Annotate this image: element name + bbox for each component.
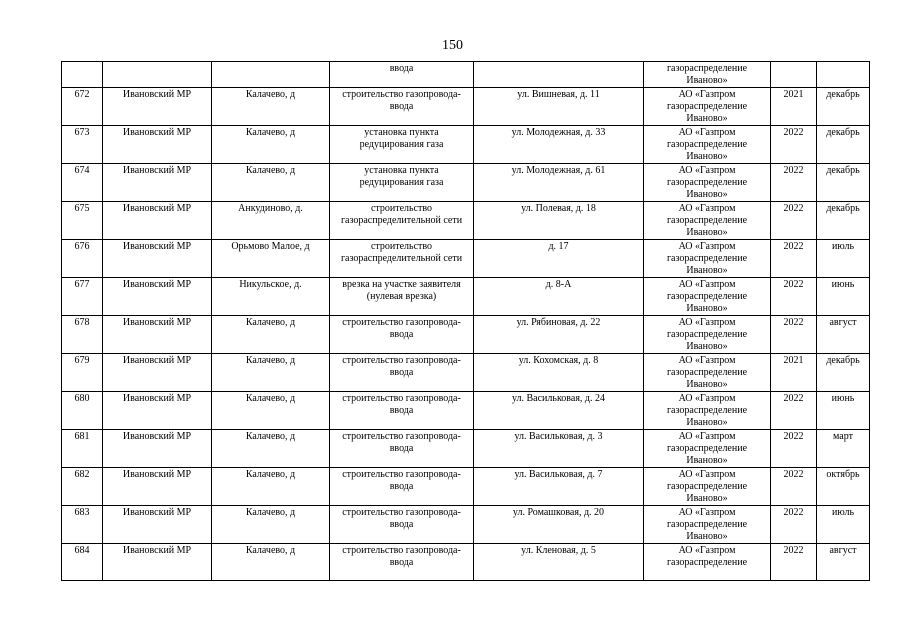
cell-district: Ивановский МР (103, 240, 212, 278)
table-row (62, 164, 870, 202)
cell-locality: Калачево, д (212, 430, 330, 468)
cell-district: Ивановский МР (103, 354, 212, 392)
cell-org: АО «Газпром газораспределение Иваново» (644, 354, 771, 392)
cell-org: АО «Газпром газораспределение Иваново» (644, 506, 771, 544)
cell-num: 682 (62, 468, 103, 506)
cell-num: 674 (62, 164, 103, 202)
table-row (62, 240, 870, 278)
cell-month: декабрь (817, 164, 870, 202)
cell-org: АО «Газпром газораспределение Иваново» (644, 392, 771, 430)
cell-year: 2021 (771, 354, 817, 392)
cell-year: 2022 (771, 468, 817, 506)
cell-org: АО «Газпром газораспределение Иваново» (644, 430, 771, 468)
table-row (62, 316, 870, 354)
cell-address: ул. Кохомская, д. 8 (474, 354, 644, 392)
cell-work: строительство газопровода-ввода (330, 392, 474, 430)
cell-address: ул. Рябиновая, д. 22 (474, 316, 644, 354)
table-row-continuation (62, 62, 870, 88)
table-row (62, 544, 870, 581)
cell-work: строительство газопровода-ввода (330, 354, 474, 392)
cell-locality: Калачево, д (212, 164, 330, 202)
cell-month: декабрь (817, 88, 870, 126)
cell-year (771, 62, 817, 88)
cell-num: 683 (62, 506, 103, 544)
table-row (62, 468, 870, 506)
cell-year: 2021 (771, 88, 817, 126)
cell-address: д. 8-А (474, 278, 644, 316)
cell-year: 2022 (771, 164, 817, 202)
cell-locality: Калачево, д (212, 468, 330, 506)
cell-work: строительство газораспределительной сети (330, 202, 474, 240)
cell-org: АО «Газпром газораспределение Иваново» (644, 316, 771, 354)
cell-year: 2022 (771, 544, 817, 581)
cell-year: 2022 (771, 506, 817, 544)
cell-locality: Калачево, д (212, 88, 330, 126)
table-row (62, 392, 870, 430)
cell-month: июнь (817, 392, 870, 430)
cell-num: 672 (62, 88, 103, 126)
gasification-table (61, 61, 870, 581)
cell-org: АО «Газпром газораспределение Иваново» (644, 88, 771, 126)
cell-address: ул. Молодежная, д. 33 (474, 126, 644, 164)
cell-num: 679 (62, 354, 103, 392)
cell-num: 677 (62, 278, 103, 316)
cell-locality: Калачево, д (212, 392, 330, 430)
cell-address: ул. Васильковая, д. 3 (474, 430, 644, 468)
cell-district: Ивановский МР (103, 88, 212, 126)
cell-locality: Никульское, д. (212, 278, 330, 316)
cell-district: Ивановский МР (103, 430, 212, 468)
cell-num: 678 (62, 316, 103, 354)
cell-work: установка пункта редуцирования газа (330, 164, 474, 202)
cell-address: ул. Полевая, д. 18 (474, 202, 644, 240)
table-row (62, 430, 870, 468)
cell-year: 2022 (771, 316, 817, 354)
cell-org: АО «Газпром газораспределение Иваново» (644, 202, 771, 240)
cell-address: д. 17 (474, 240, 644, 278)
cell-work: строительство газопровода-ввода (330, 430, 474, 468)
cell-locality: Калачево, д (212, 316, 330, 354)
cell-org: АО «Газпром газораспределение Иваново» (644, 278, 771, 316)
cell-month: август (817, 544, 870, 581)
cell-district (103, 62, 212, 88)
table-body (62, 62, 870, 581)
table-row (62, 354, 870, 392)
table-row (62, 278, 870, 316)
cell-district: Ивановский МР (103, 126, 212, 164)
cell-address: ул. Молодежная, д. 61 (474, 164, 644, 202)
cell-num: 676 (62, 240, 103, 278)
cell-work: ввода (330, 62, 474, 88)
cell-locality: Анкудиново, д. (212, 202, 330, 240)
cell-year: 2022 (771, 126, 817, 164)
cell-month: октябрь (817, 468, 870, 506)
cell-month: декабрь (817, 126, 870, 164)
cell-month (817, 62, 870, 88)
cell-address: ул. Кленовая, д. 5 (474, 544, 644, 581)
cell-work: строительство газопровода-ввода (330, 544, 474, 581)
table-row (62, 88, 870, 126)
cell-district: Ивановский МР (103, 278, 212, 316)
cell-locality: Калачево, д (212, 544, 330, 581)
cell-month: август (817, 316, 870, 354)
cell-year: 2022 (771, 240, 817, 278)
cell-year: 2022 (771, 278, 817, 316)
cell-num: 675 (62, 202, 103, 240)
table-row (62, 202, 870, 240)
cell-district: Ивановский МР (103, 164, 212, 202)
cell-month: март (817, 430, 870, 468)
cell-org: АО «Газпром газораспределение Иваново» (644, 164, 771, 202)
cell-locality (212, 62, 330, 88)
page-number: 150 (442, 38, 463, 53)
cell-district: Ивановский МР (103, 468, 212, 506)
cell-work: установка пункта редуцирования газа (330, 126, 474, 164)
cell-org: АО «Газпром газораспределение Иваново» (644, 468, 771, 506)
cell-num (62, 62, 103, 88)
cell-district: Ивановский МР (103, 506, 212, 544)
cell-locality: Орьмово Малое, д (212, 240, 330, 278)
cell-work: строительство газораспределительной сети (330, 240, 474, 278)
cell-year: 2022 (771, 392, 817, 430)
cell-work: строительство газопровода-ввода (330, 468, 474, 506)
cell-month: декабрь (817, 354, 870, 392)
cell-year: 2022 (771, 430, 817, 468)
cell-address: ул. Ромашковая, д. 20 (474, 506, 644, 544)
cell-year: 2022 (771, 202, 817, 240)
cell-num: 681 (62, 430, 103, 468)
cell-locality: Калачево, д (212, 126, 330, 164)
table-row (62, 126, 870, 164)
cell-district: Ивановский МР (103, 202, 212, 240)
cell-address: ул. Васильковая, д. 24 (474, 392, 644, 430)
cell-locality: Калачево, д (212, 506, 330, 544)
cell-month: июль (817, 240, 870, 278)
cell-district: Ивановский МР (103, 392, 212, 430)
cell-district: Ивановский МР (103, 544, 212, 581)
cell-org: АО «Газпром газораспределение (644, 544, 771, 581)
cell-month: июль (817, 506, 870, 544)
cell-district: Ивановский МР (103, 316, 212, 354)
table-row (62, 506, 870, 544)
cell-work: врезка на участке заявителя (нулевая врезка) (330, 278, 474, 316)
cell-num: 680 (62, 392, 103, 430)
cell-org: АО «Газпром газораспределение Иваново» (644, 126, 771, 164)
cell-month: июнь (817, 278, 870, 316)
cell-work: строительство газопровода-ввода (330, 506, 474, 544)
cell-address (474, 62, 644, 88)
cell-num: 684 (62, 544, 103, 581)
cell-month: декабрь (817, 202, 870, 240)
cell-address: ул. Вишневая, д. 11 (474, 88, 644, 126)
cell-work: строительство газопровода-ввода (330, 88, 474, 126)
cell-org: газораспределение Иваново» (644, 62, 771, 88)
cell-locality: Калачево, д (212, 354, 330, 392)
cell-org: АО «Газпром газораспределение Иваново» (644, 240, 771, 278)
cell-work: строительство газопровода-ввода (330, 316, 474, 354)
cell-address: ул. Васильковая, д. 7 (474, 468, 644, 506)
cell-num: 673 (62, 126, 103, 164)
